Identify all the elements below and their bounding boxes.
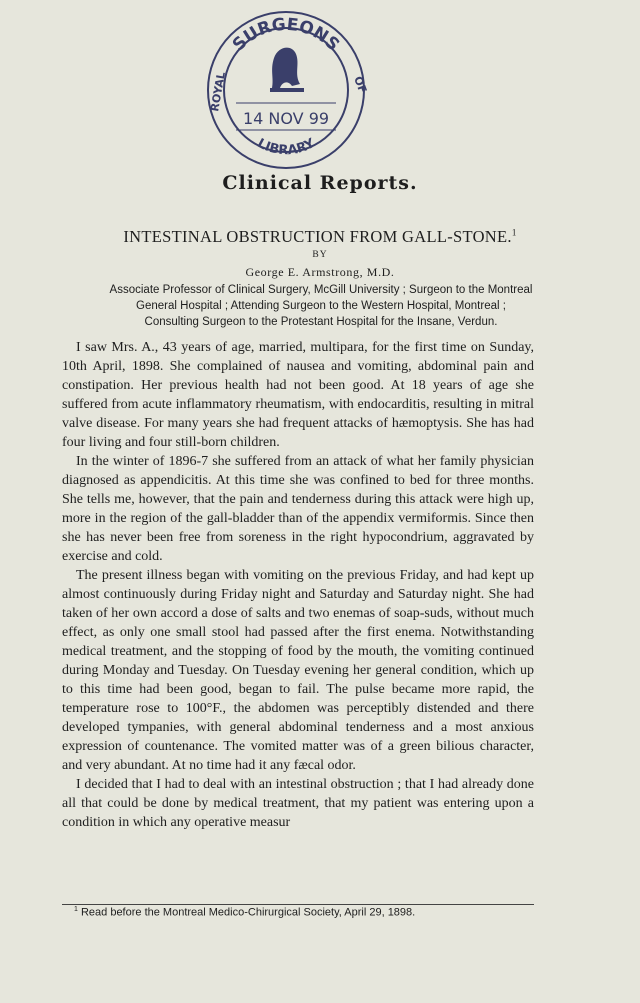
article-body (62, 338, 534, 832)
body-paragraph: I saw Mrs. A., 43 years of age, married, multipara, for the first time on Sunday, 10th April, 1898. She complained of nausea and vomiting, abdominal pain and constipation. Her previous health had not been good. At 18 years of age she suffered from acute inflammatory rheumatism, with endocarditis, resulting in mitral valve disease. For many years she had frequent attacks of hæmoptysis. She has had four living and four still-born children. (62, 340, 534, 450)
library-stamp (196, 8, 376, 180)
byline: BY (312, 250, 328, 260)
author-affiliation (66, 282, 576, 330)
body-paragraph: The present illness began with vomiting on the previous Friday, and had kept up almost continuously during Friday night and Saturday and Saturday night. She had taken of her own accord a dose of salts and two enemas of soap-suds, without much effect, as only one small stool had passed after the first enema. Notwithstanding medical treatment, and the stopping of food by the mouth, the vomiting continued during Monday and Tuesday. On Tuesday evening her general condition, which up to this time had been good, began to fail. The pulse became more rapid, the temperature rose to 100°F., the abdomen was perceptibly distended and there developed tympanies, with general abdominal tenderness and a most anxious expression of countenance. The vomited matter was of a green bilious character, and very abundant. At no time had it any fæcal odor. (62, 568, 534, 773)
author-name: George E. Armstrong, M.D. (245, 265, 395, 279)
affiliation-line: Associate Professor of Clinical Surgery, McGill University ; Surgeon to the Montreal (109, 284, 533, 296)
affiliation-line: General Hospital ; Attending Surgeon to the Western Hospital, Montreal ; (136, 300, 506, 312)
stamp-bottom-text: LIBRARY (254, 136, 318, 159)
stamp-date: 14 NOV 99 (242, 109, 330, 128)
footnote (74, 906, 415, 919)
article-title-text: INTESTINAL OBSTRUCTION FROM GALL-STONE. (123, 227, 512, 246)
body-paragraph: In the winter of 1896-7 she suffered from an attack of what her family physician diagnosed as appendicitis. At this time she was confined to bed for three months. She tells me, however, that the pain and tenderness during this attack were high up, more in the region of the gall-bladder than of the appendix vermiformis. Since then she has never been free from soreness in the right hypocondrium, aggravated by exercise and cold. (62, 454, 534, 564)
body-paragraph: I decided that I had to deal with an intestinal obstruction ; that I had already done all that could be done by medical treatment, that my patient was entering upon a condition in which any operative measur (62, 777, 534, 830)
title-footnote-marker: 1 (511, 227, 517, 238)
svg-text:LIBRARY (255, 136, 318, 159)
stamp-arc-text: SURGEONS (228, 14, 344, 56)
stamp-left-text: ROYAL (208, 70, 228, 113)
lion-crest-icon (270, 48, 304, 92)
stamp-right-text: OF (351, 74, 370, 95)
footnote-text: Read before the Montreal Medico-Chirurgical Society, April 29, 1898. (80, 906, 416, 919)
footnote-divider (62, 904, 534, 905)
article-title (0, 227, 640, 247)
footnote-marker: 1 (74, 906, 78, 913)
section-title: Clinical Reports. (222, 172, 418, 194)
affiliation-line: Consulting Surgeon to the Protestant Hospital for the Insane, Verdun. (144, 316, 498, 328)
